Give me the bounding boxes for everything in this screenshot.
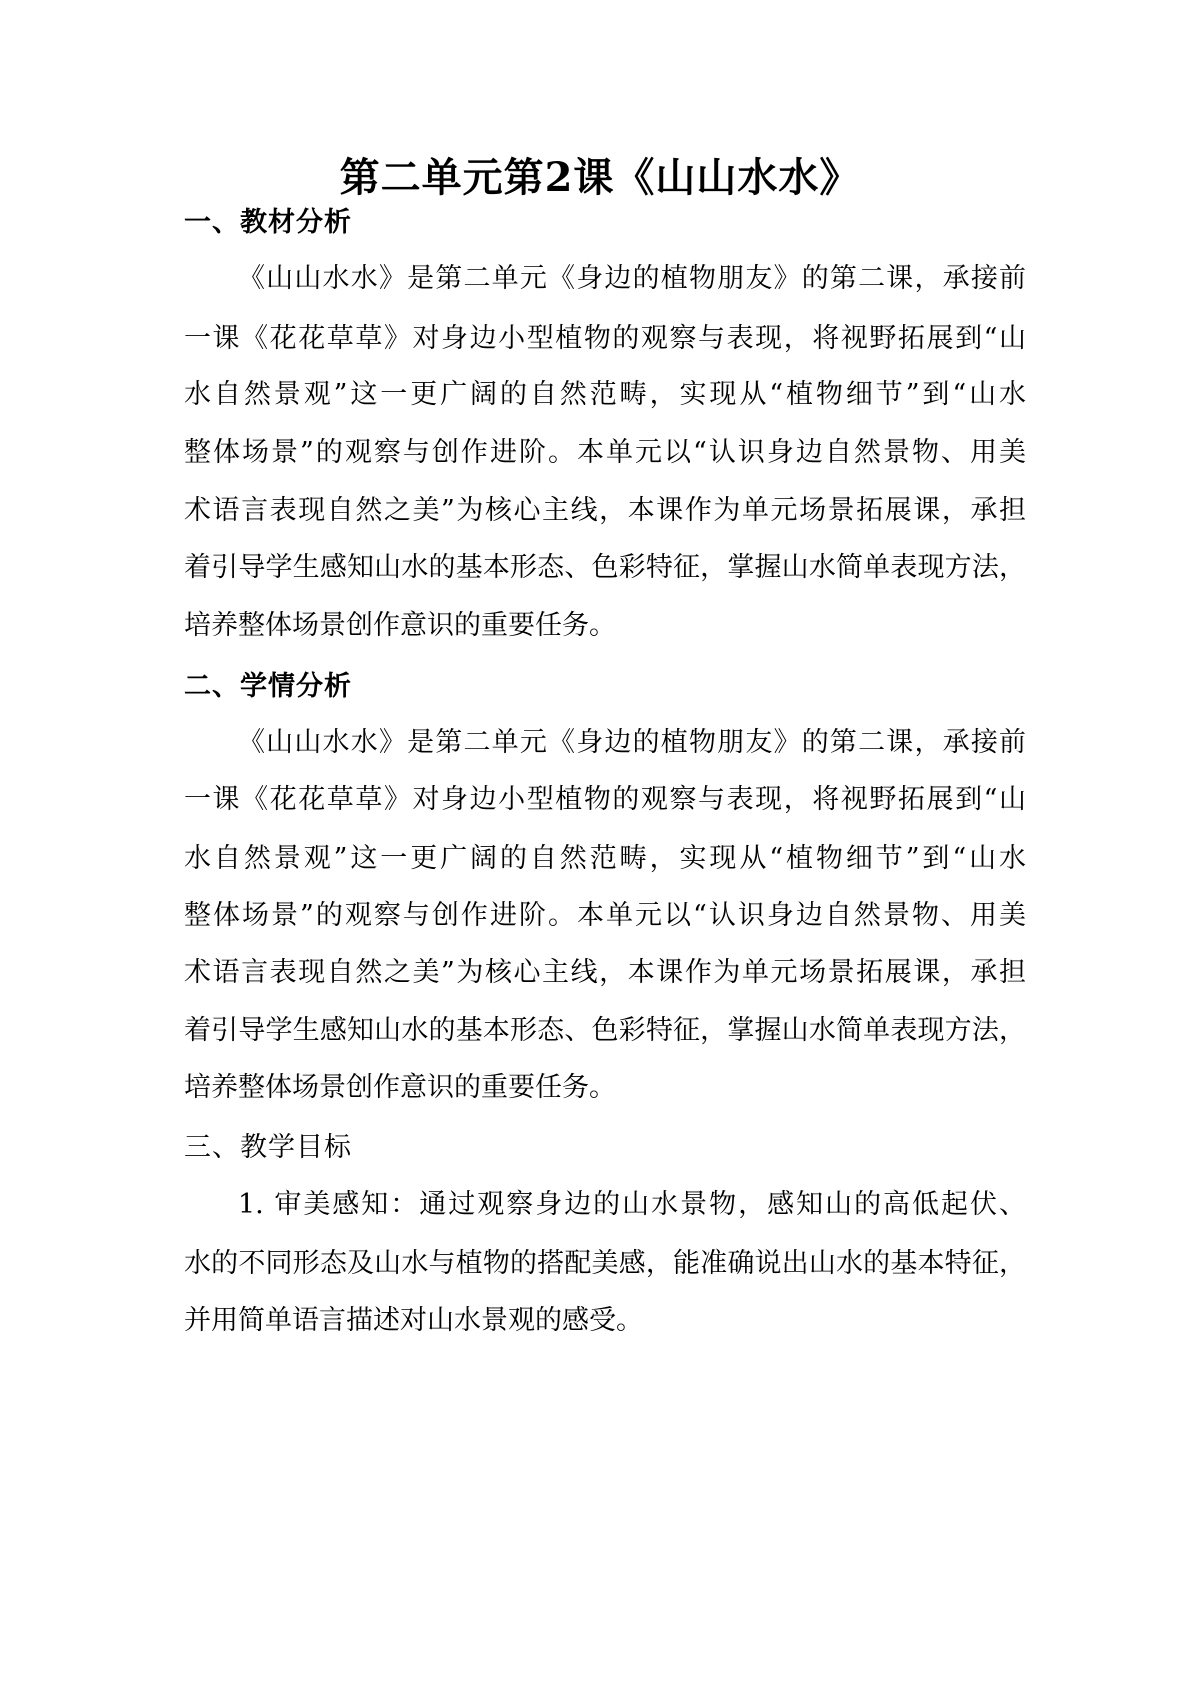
paragraph-line: 一课《花花草草》对身边小型植物的观察与表现，将视野拓展到“山 xyxy=(184,323,1026,354)
paragraph-line: 水自然景观”这一更广阔的自然范畴，实现从“植物细节”到“山水 xyxy=(184,379,1026,410)
paragraph-line: 《山山水水》是第二单元《身边的植物朋友》的第二课，承接前 xyxy=(238,263,1026,294)
section-heading-teaching-objectives: 三、教学目标 xyxy=(184,1132,352,1163)
paragraph-line: 整体场景”的观察与创作进阶。本单元以“认识身边自然景物、用美 xyxy=(184,437,1026,468)
paragraph-line: 1. 审美感知：通过观察身边的山水景物，感知山的高低起伏、 xyxy=(238,1189,1026,1220)
paragraph-line: 术语言表现自然之美”为核心主线，本课作为单元场景拓展课，承担 xyxy=(184,957,1026,988)
paragraph-line: 培养整体场景创作意识的重要任务。 xyxy=(184,610,616,641)
paragraph-line: 一课《花花草草》对身边小型植物的观察与表现，将视野拓展到“山 xyxy=(184,784,1026,815)
paragraph-line: 并用简单语言描述对山水景观的感受。 xyxy=(184,1305,643,1336)
paragraph-line: 水自然景观”这一更广阔的自然范畴，实现从“植物细节”到“山水 xyxy=(184,843,1026,874)
paragraph-line: 整体场景”的观察与创作进阶。本单元以“认识身边自然景物、用美 xyxy=(184,900,1026,931)
paragraph-line: 培养整体场景创作意识的重要任务。 xyxy=(184,1072,616,1103)
paragraph-line: 着引导学生感知山水的基本形态、色彩特征，掌握山水简单表现方法， xyxy=(184,1015,1026,1046)
paragraph-line: 着引导学生感知山水的基本形态、色彩特征，掌握山水简单表现方法， xyxy=(184,552,1026,583)
paragraph-line: 术语言表现自然之美”为核心主线，本课作为单元场景拓展课，承担 xyxy=(184,495,1026,526)
paragraph-line: 《山山水水》是第二单元《身边的植物朋友》的第二课，承接前 xyxy=(238,727,1026,758)
section-heading-learner-analysis: 二、学情分析 xyxy=(184,671,352,702)
document-title: 第二单元第2课《山山水水》 xyxy=(339,154,861,201)
section-heading-textbook-analysis: 一、教材分析 xyxy=(184,207,352,238)
paragraph-line: 水的不同形态及山水与植物的搭配美感，能准确说出山水的基本特征， xyxy=(184,1248,1026,1279)
